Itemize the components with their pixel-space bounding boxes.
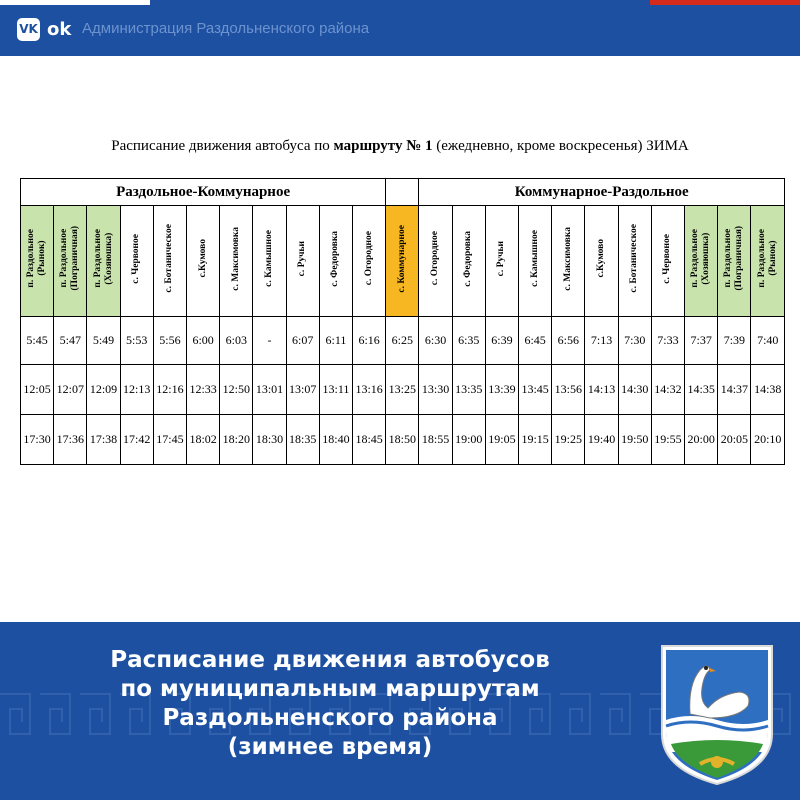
time-cell: 7:30 (618, 317, 651, 365)
time-cell: 7:33 (651, 317, 684, 365)
stop-name: с.Кумово (197, 239, 208, 278)
direction-header-row (21, 179, 785, 206)
time-cell: 18:55 (419, 415, 452, 465)
time-cell: 6:16 (353, 317, 386, 365)
time-cell: 12:50 (220, 365, 253, 415)
stops-row (21, 206, 785, 317)
time-cell: 6:00 (187, 317, 220, 365)
time-cell: 19:40 (585, 415, 618, 465)
table-row (21, 415, 785, 465)
stop-name: с. Максимовка (230, 226, 241, 291)
stop-name: п. Раздольное (Пограничная) (59, 226, 81, 291)
time-cell: 12:33 (187, 365, 220, 415)
time-cell: 5:49 (87, 317, 120, 365)
document-title (0, 138, 800, 155)
time-cell: 18:35 (286, 415, 319, 465)
title-suffix: (ежедневно, кроме воскресенья) ЗИМА (432, 138, 689, 154)
stop-header (751, 206, 785, 317)
time-cell: 20:10 (751, 415, 785, 465)
stop-header (220, 206, 253, 317)
time-cell: 13:07 (286, 365, 319, 415)
stop-header (120, 206, 153, 317)
time-cell: 12:16 (153, 365, 186, 415)
table-row (21, 365, 785, 415)
stop-header (87, 206, 120, 317)
stop-header (552, 206, 585, 317)
time-cell: 17:30 (21, 415, 54, 465)
banner-title: Расписание движения автобусов по муниципальным маршрутам Раздольненского района (зимнее время) (110, 647, 550, 760)
time-cell: 19:25 (552, 415, 585, 465)
stop-header (585, 206, 618, 317)
stop-name: с. Огородное (430, 231, 441, 286)
time-cell: 17:45 (153, 415, 186, 465)
stop-name: п. Раздольное (Пограничная) (723, 226, 745, 291)
time-cell: 13:45 (519, 365, 552, 415)
time-cell: 20:00 (685, 415, 718, 465)
time-cell: 5:45 (21, 317, 54, 365)
direction-header-return: Коммунарное-Раздольное (419, 179, 785, 206)
vk-icon[interactable]: VK (17, 18, 40, 41)
time-cell: 7:40 (751, 317, 785, 365)
stop-name: с. Камышное (264, 230, 275, 287)
time-cell: 20:05 (718, 415, 751, 465)
time-cell: 18:30 (253, 415, 286, 465)
time-cell: 19:50 (618, 415, 651, 465)
stop-header (485, 206, 518, 317)
stop-header (21, 206, 54, 317)
stop-name: с. Камышное (529, 230, 540, 287)
time-cell: 19:55 (651, 415, 684, 465)
stop-header (718, 206, 751, 317)
time-cell: 19:15 (519, 415, 552, 465)
stop-header (153, 206, 186, 317)
stop-header (386, 206, 419, 317)
stop-name: с. Максимовка (562, 226, 573, 291)
time-cell: 18:50 (386, 415, 419, 465)
top-banner (0, 0, 800, 56)
stop-name: с. Федоровка (330, 230, 341, 287)
time-cell: 5:47 (54, 317, 87, 365)
time-cell: 13:39 (485, 365, 518, 415)
stop-header (253, 206, 286, 317)
time-cell: 5:56 (153, 317, 186, 365)
time-cell: 18:45 (353, 415, 386, 465)
time-cell: 12:07 (54, 365, 87, 415)
time-cell: 6:39 (485, 317, 518, 365)
time-cell: 14:32 (651, 365, 684, 415)
stop-header (651, 206, 684, 317)
time-cell: 14:13 (585, 365, 618, 415)
title-prefix: Расписание движения автобуса по (111, 138, 334, 154)
time-cell: 6:03 (220, 317, 253, 365)
title-route: маршруту № 1 (333, 138, 433, 154)
time-cell: 6:35 (452, 317, 485, 365)
stop-name: с.Кумово (596, 239, 607, 278)
stop-header (618, 206, 651, 317)
stop-name: с. Ручьи (496, 240, 507, 277)
time-cell: 18:40 (319, 415, 352, 465)
flag-stripe (0, 0, 800, 5)
stop-name: п. Раздольное (Хозяюшка) (690, 229, 712, 288)
time-cell: 14:35 (685, 365, 718, 415)
time-cell: 14:37 (718, 365, 751, 415)
time-cell: 7:39 (718, 317, 751, 365)
stop-header (286, 206, 319, 317)
time-cell: 6:30 (419, 317, 452, 365)
direction-header-outbound: Раздольное-Коммунарное (21, 179, 386, 206)
time-cell: 19:00 (452, 415, 485, 465)
time-cell: 6:07 (286, 317, 319, 365)
time-cell: 7:13 (585, 317, 618, 365)
stop-header (319, 206, 352, 317)
time-cell: 18:02 (187, 415, 220, 465)
time-cell: 12:09 (87, 365, 120, 415)
table-row (21, 317, 785, 365)
stop-name: с. Федоровка (463, 230, 474, 287)
time-cell: 13:56 (552, 365, 585, 415)
bottom-banner (0, 622, 800, 800)
stop-name: с. Ручьи (297, 240, 308, 277)
stop-header (519, 206, 552, 317)
stop-name: с. Коммунарное (396, 224, 407, 293)
stop-header (419, 206, 452, 317)
time-cell: 13:25 (386, 365, 419, 415)
stop-name: с. Ботаническое (164, 224, 175, 293)
stop-name: п. Раздольное (Рынок) (756, 229, 778, 288)
odnoklassniki-icon[interactable]: ok (47, 19, 72, 40)
time-cell: 13:01 (253, 365, 286, 415)
stop-header (187, 206, 220, 317)
stop-header (353, 206, 386, 317)
stop-name: с. Огородное (363, 231, 374, 286)
direction-header-spacer (386, 179, 419, 206)
time-cell: 6:45 (519, 317, 552, 365)
stop-header (54, 206, 87, 317)
stop-name: п. Раздольное (Рынок) (26, 229, 48, 288)
time-cell: 12:13 (120, 365, 153, 415)
time-cell: 5:53 (120, 317, 153, 365)
stop-name: с. Червоное (131, 233, 142, 284)
stop-name: с. Червоное (662, 233, 673, 284)
time-cell: 13:11 (319, 365, 352, 415)
time-cell: 17:38 (87, 415, 120, 465)
time-cell: 7:37 (685, 317, 718, 365)
time-cell: 6:11 (319, 317, 352, 365)
stop-name: с. Ботаническое (629, 224, 640, 293)
time-cell: 19:05 (485, 415, 518, 465)
time-cell: 13:35 (452, 365, 485, 415)
time-cell: 13:30 (419, 365, 452, 415)
time-cell: 12:05 (21, 365, 54, 415)
time-cell: 18:20 (220, 415, 253, 465)
schedule-table (20, 178, 785, 465)
district-coat-of-arms-icon (660, 644, 774, 786)
time-cell: 6:25 (386, 317, 419, 365)
time-cell: - (253, 317, 286, 365)
time-cell: 13:16 (353, 365, 386, 415)
time-cell: 17:42 (120, 415, 153, 465)
time-cell: 17:36 (54, 415, 87, 465)
stop-name: п. Раздольное (Хозяюшка) (92, 229, 114, 288)
time-cell: 14:30 (618, 365, 651, 415)
stop-header (685, 206, 718, 317)
stop-header (452, 206, 485, 317)
time-cell: 6:56 (552, 317, 585, 365)
time-cell: 14:38 (751, 365, 785, 415)
schedule-document (0, 56, 800, 622)
administration-name[interactable]: Администрация Раздольненского района (82, 20, 370, 37)
